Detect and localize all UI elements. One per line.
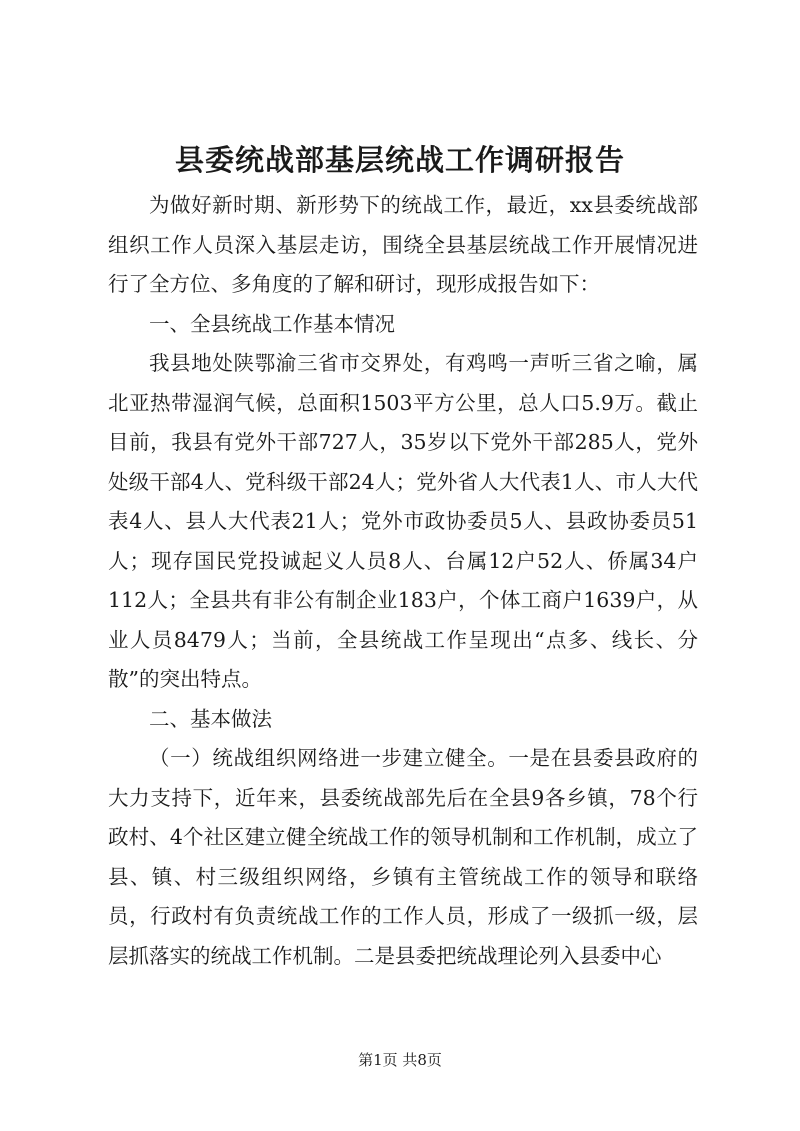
- document-body: [108, 186, 698, 976]
- paragraph-basic-situation: 我县地处陕鄂渝三省市交界处，有鸡鸣一声听三省之喻，属北亚热带湿润气候，总面积1503平方公里，总人口5.9万。截止目前，我县有党外干部727人，35岁以下党外干部285人，党外处级干部4人、党科级干部24人；党外省人大代表1人、市人大代表4人、县人大代表21人；党外市政协委员5人、县政协委员51人；现存国民党投诚起义人员8人、台属12户52人、侨属34户112人；全县共有非公有制企业183户，个体工商户1639户，从业人员8479人；当前，全县统战工作呈现出“点多、线长、分散”的突出特点。: [108, 351, 698, 691]
- paragraph-intro: 为做好新时期、新形势下的统战工作，最近，xx县委统战部组织工作人员深入基层走访，围绕全县基层统战工作开展情况进行了全方位、多角度的了解和研讨，现形成报告如下：: [108, 193, 698, 296]
- heading-section-2: 二、基本做法: [149, 706, 272, 731]
- document-title: 县委统战部基层统战工作调研报告: [174, 143, 625, 177]
- page-footer: 第1页 共8页: [358, 1051, 442, 1069]
- paragraph-network: （一）统战组织网络进一步建立健全。一是在县委县政府的大力支持下，近年来，县委统战部先后在全县9各乡镇，78个行政村、4个社区建立健全统战工作的领导机制和工作机制，成立了县、镇、村三级组织网络，乡镇有主管统战工作的领导和联络员，行政村有负责统战工作的工作人员，形成了一级抓一级，层层抓落实的统战工作机制。二是县委把统战理论列入县委中心: [108, 746, 698, 968]
- heading-section-1: 一、全县统战工作基本情况: [149, 311, 395, 336]
